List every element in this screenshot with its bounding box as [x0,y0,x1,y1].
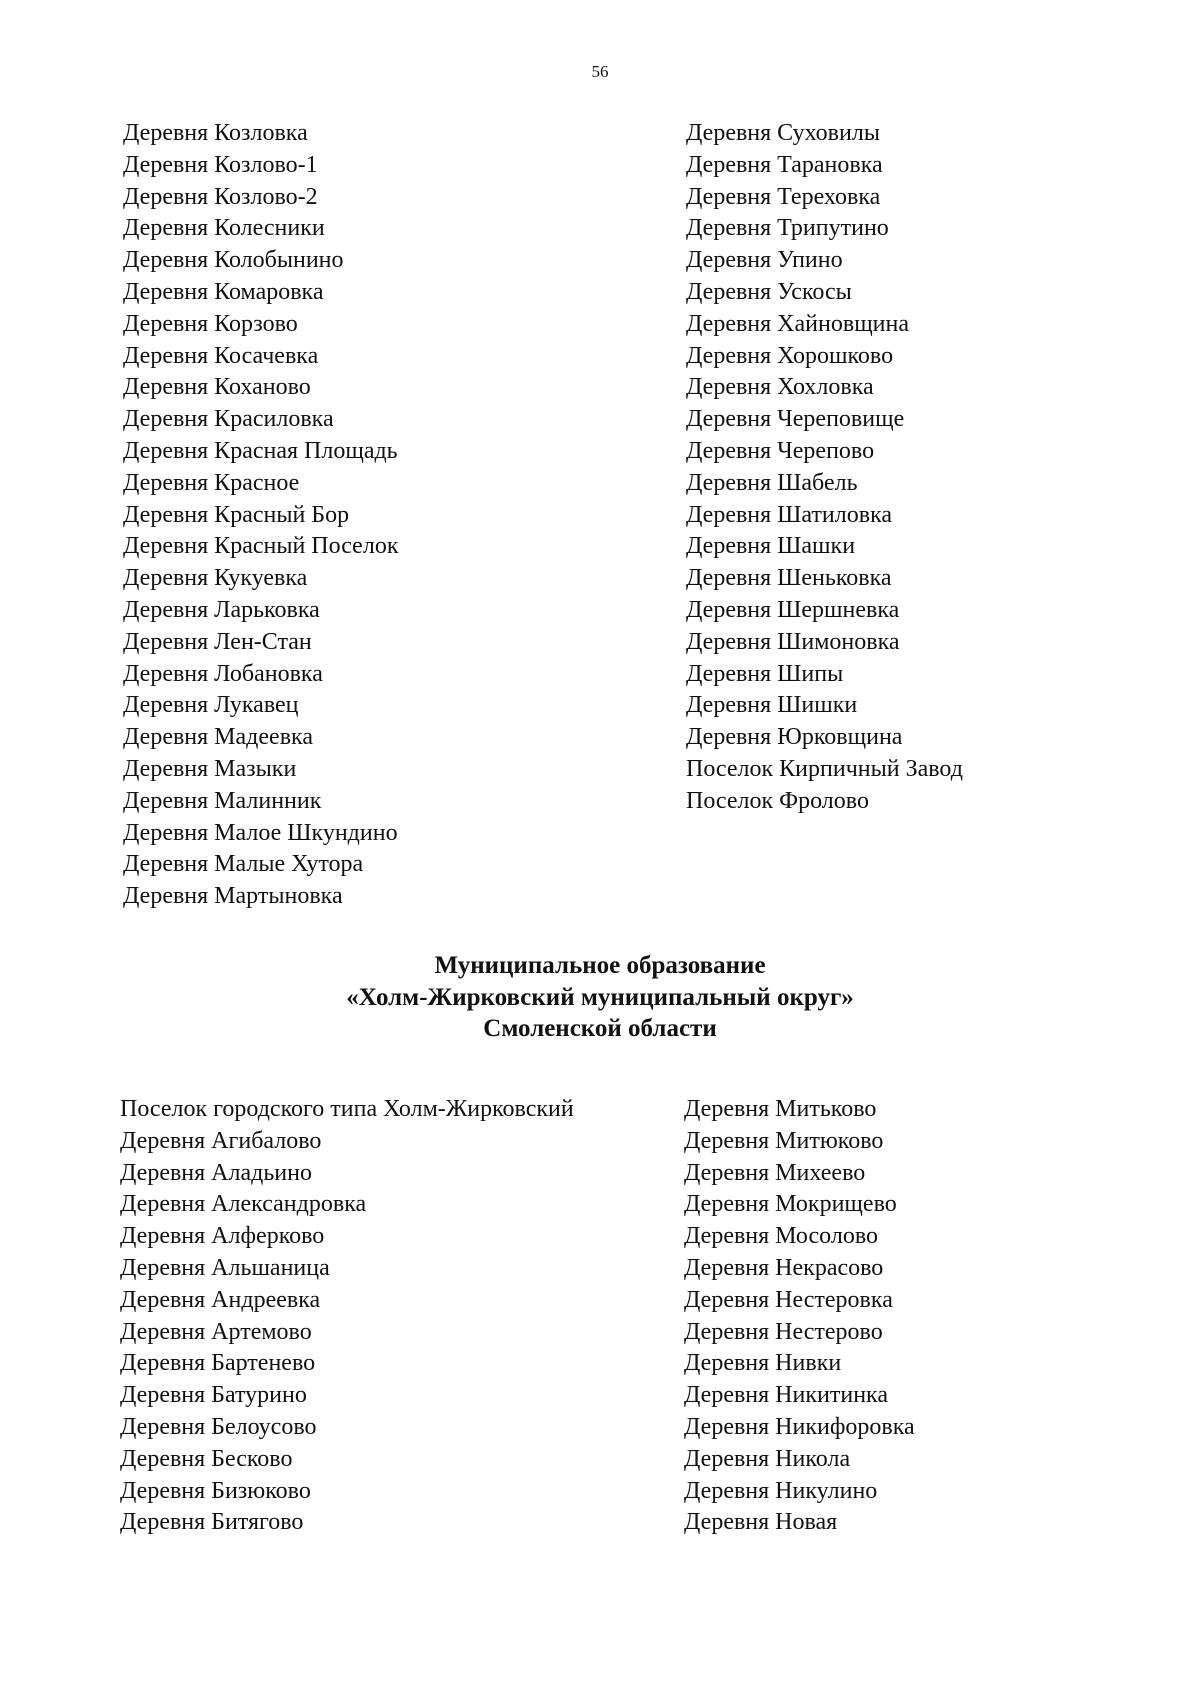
list-item: Деревня Красное [123,469,300,496]
list-item: Деревня Шипы [686,660,844,687]
list-item: Деревня Бесково [120,1445,293,1472]
list-item: Деревня Шабель [686,469,858,496]
list-item: Деревня Шеньковка [686,565,892,592]
list-item: Деревня Андреевка [120,1286,321,1313]
list-item: Деревня Шишки [686,692,858,719]
list-item: Деревня Шершневка [686,596,900,623]
list-item: Деревня Бизюково [120,1477,311,1504]
list-item: Деревня Комаровка [123,278,324,305]
heading-line-3: Смоленской области [483,1015,717,1042]
list-item: Поселок Кирпичный Завод [686,755,963,782]
list-item: Деревня Шашки [686,533,856,560]
list-item: Деревня Нестерово [684,1318,883,1345]
list-item: Деревня Суховилы [686,120,880,146]
section2-left-list [120,1094,574,1539]
list-item: Деревня Мокрищево [684,1191,897,1218]
list-item: Деревня Колобынино [123,247,344,274]
list-item: Деревня Косачевка [123,342,319,369]
list-item: Деревня Лукавец [123,692,299,719]
list-item: Деревня Ускосы [686,278,852,305]
list-item: Деревня Колесники [123,215,325,242]
list-item: Деревня Лобановка [123,660,323,687]
list-item: Деревня Красиловка [123,406,334,433]
list-item: Деревня Юрковщина [686,724,903,751]
list-item: Деревня Хайновщина [686,310,910,337]
list-item: Деревня Красный Поселок [123,533,399,560]
list-item: Деревня Мосолово [684,1223,879,1250]
list-item: Поселок Фролово [686,787,869,814]
list-item: Деревня Кукуевка [123,565,308,592]
list-item: Деревня Нестеровка [684,1286,893,1313]
list-item: Деревня Новая [684,1509,838,1536]
list-item: Деревня Никулино [684,1477,878,1504]
list-item: Деревня Мазыки [123,755,297,782]
list-item: Деревня Шимоновка [686,628,900,655]
list-item: Деревня Трипутино [686,215,889,242]
list-item: Деревня Черепово [686,437,875,464]
list-item: Поселок городского типа Холм-Жирковский [120,1096,574,1122]
list-item: Деревня Тарановка [686,151,883,178]
list-item: Деревня Никитинка [684,1382,888,1409]
list-item: Деревня Нивки [684,1350,842,1377]
list-item: Деревня Шатиловка [686,501,893,528]
list-item: Деревня Малые Хутора [123,851,364,878]
list-item: Деревня Михеево [684,1159,866,1186]
list-item: Деревня Алферково [120,1223,325,1250]
section1-left-list [123,118,398,913]
list-item: Деревня Некрасово [684,1254,884,1281]
list-item: Деревня Козловка [123,120,308,146]
list-item: Деревня Белоусово [120,1413,317,1440]
list-item: Деревня Ларьковка [123,596,320,623]
section2-right-list [684,1094,915,1539]
list-item: Деревня Козлово-1 [123,151,318,178]
list-item: Деревня Хохловка [686,374,874,401]
list-item: Деревня Мадеевка [123,724,313,751]
section1-right-list [686,118,963,818]
heading-line-2: «Холм-Жирковский муниципальный округ» [346,983,854,1011]
list-item: Деревня Хорошково [686,342,894,369]
section-heading [0,950,1200,1045]
heading-line-1: Муниципальное образование [434,952,766,979]
list-item: Деревня Коханово [123,374,311,401]
list-item: Деревня Тереховка [686,183,881,210]
list-item: Деревня Малое Шкундино [123,819,398,846]
list-item: Деревня Митьково [684,1096,877,1122]
list-item: Деревня Лен-Стан [123,628,312,655]
list-item: Деревня Альшаница [120,1254,330,1281]
list-item: Деревня Малинник [123,787,322,814]
list-item: Деревня Мартыновка [123,883,343,910]
list-item: Деревня Артемово [120,1318,312,1345]
list-item: Деревня Корзово [123,310,298,337]
list-item: Деревня Никола [684,1445,851,1472]
list-item: Деревня Козлово-2 [123,183,318,210]
list-item: Деревня Красная Площадь [123,437,398,464]
page-number: 56 [591,62,609,81]
list-item: Деревня Упино [686,247,843,274]
list-item: Деревня Александровка [120,1191,367,1218]
list-item: Деревня Аладьино [120,1159,312,1186]
list-item: Деревня Митюково [684,1127,884,1154]
list-item: Деревня Бартенево [120,1350,316,1377]
list-item: Деревня Агибалово [120,1127,322,1154]
list-item: Деревня Битягово [120,1509,304,1536]
list-item: Деревня Череповище [686,406,905,433]
list-item: Деревня Никифоровка [684,1413,915,1440]
list-item: Деревня Батурино [120,1382,307,1409]
list-item: Деревня Красный Бор [123,501,350,528]
